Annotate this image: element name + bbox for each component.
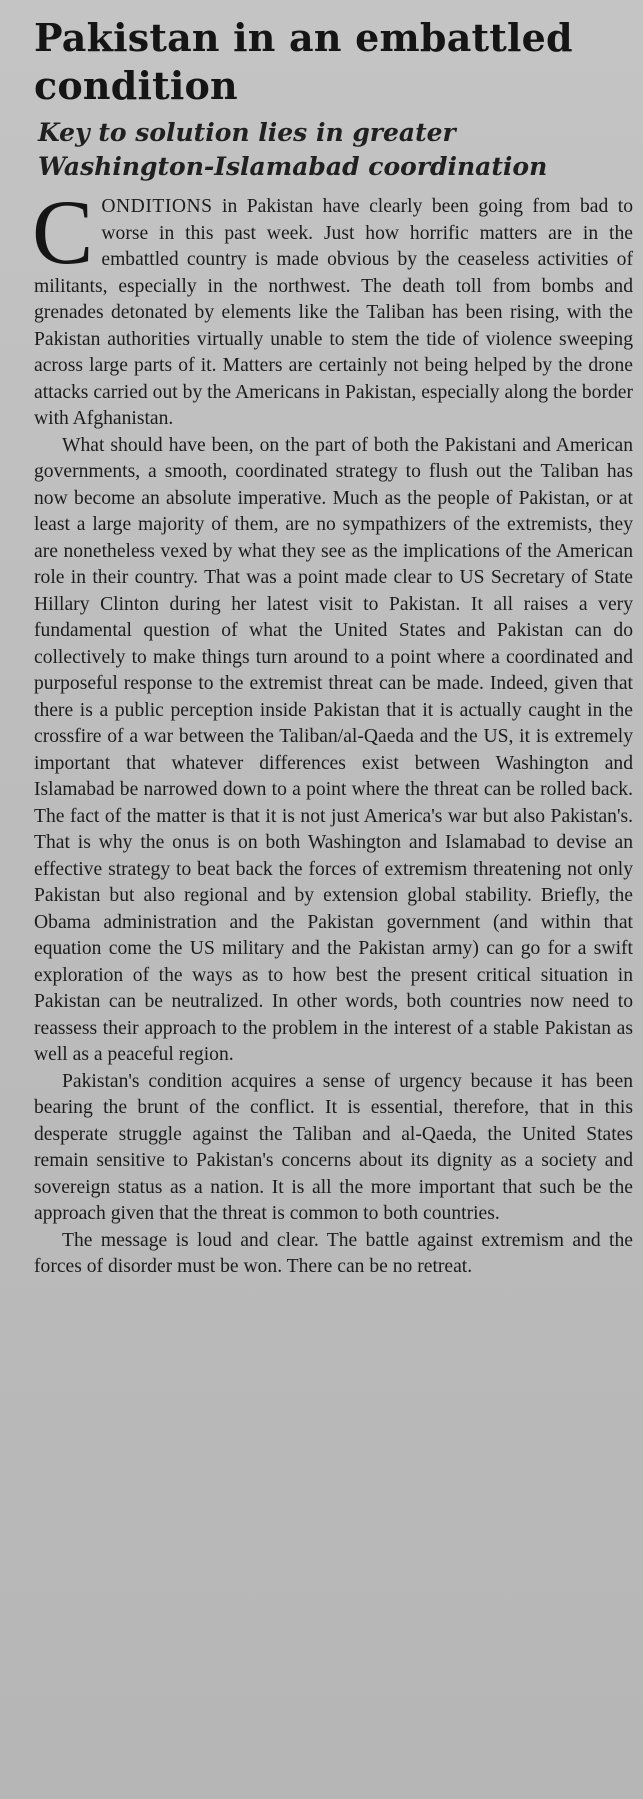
paragraph-4: The message is loud and clear. The battle against extremism and the forces of disorder must be won. There can be no retreat.	[34, 1229, 633, 1277]
paragraph-3: Pakistan's condition acquires a sense of urgency because it has been bearing the brunt of the conflict. It is essential, therefore, that in this desperate struggle against the Taliban and al-Qaeda, the United States remain sensitive to Pakistan's concerns about its dignity as a society and sovereign status as a nation. It is all the more important that such be the approach given that the threat is common to both countries.	[34, 1070, 633, 1224]
paragraph-1-text: in Pakistan have clearly been going from bad to worse in this past week. Just how horrific matters are in the embattled country is made obvious by the ceaseless activities of militants, especially in the northwest. The death toll from bombs and grenades detonated by elements like the Taliban has been rising, with the Pakistan authorities virtually unable to stem the tide of violence sweeping across large parts of it. Matters are certainly not being helped by the drone attacks carried out by the Americans in Pakistan, especially along the border with Afghanistan.	[34, 196, 633, 429]
article-body	[32, 181, 633, 1281]
lead-word: ONDITIONS	[101, 196, 213, 217]
article-headline: Pakistan in an embattled condition	[34, 15, 573, 108]
paragraph-1	[32, 181, 633, 433]
paragraph-2: What should have been, on the part of both the Pakistani and American governments, a smooth, coordinated strategy to flush out the Taliban has now become an absolute imperative. Much as the people of Pakistan, or at least a large majority of them, are no sympathizers of the extremists, they are nonetheless vexed by what they see as the implications of the American role in their country. That was a point made clear to US Secretary of State Hillary Clinton during her latest visit to Pakistan. It all raises a very fundamental question of what the United States and Pakistan can do collectively to make things turn around to a point where a coordinated and purposeful response to the extremist threat can be made. Indeed, given that there is a public perception inside Pakistan that it is actually caught in the crossfire of a war between the Taliban/al-Qaeda and the US, it is extremely important that whatever differences exist between Washington and Islamabad be narrowed down to a point where the threat can be rolled back. The fact of the matter is that it is not just America's war but also Pakistan's. That is why the onus is on both Washington and Islamabad to devise an effective strategy to beat back the forces of extremism threatening not only Pakistan but also regional and by extension global stability. Briefly, the Obama administration and the Pakistan government (and within that equation come the US military and the Pakistan army) can go for a swift exploration of the ways as to how best the present critical situation in Pakistan can be neutralized. In other words, both countries now need to reassess their approach to the problem in the interest of a stable Pakistan as well as a peaceful region.	[34, 434, 633, 1065]
article-subheadline: Key to solution lies in greater Washington-Islamabad coordination	[38, 118, 548, 181]
drop-cap: C	[32, 181, 94, 283]
